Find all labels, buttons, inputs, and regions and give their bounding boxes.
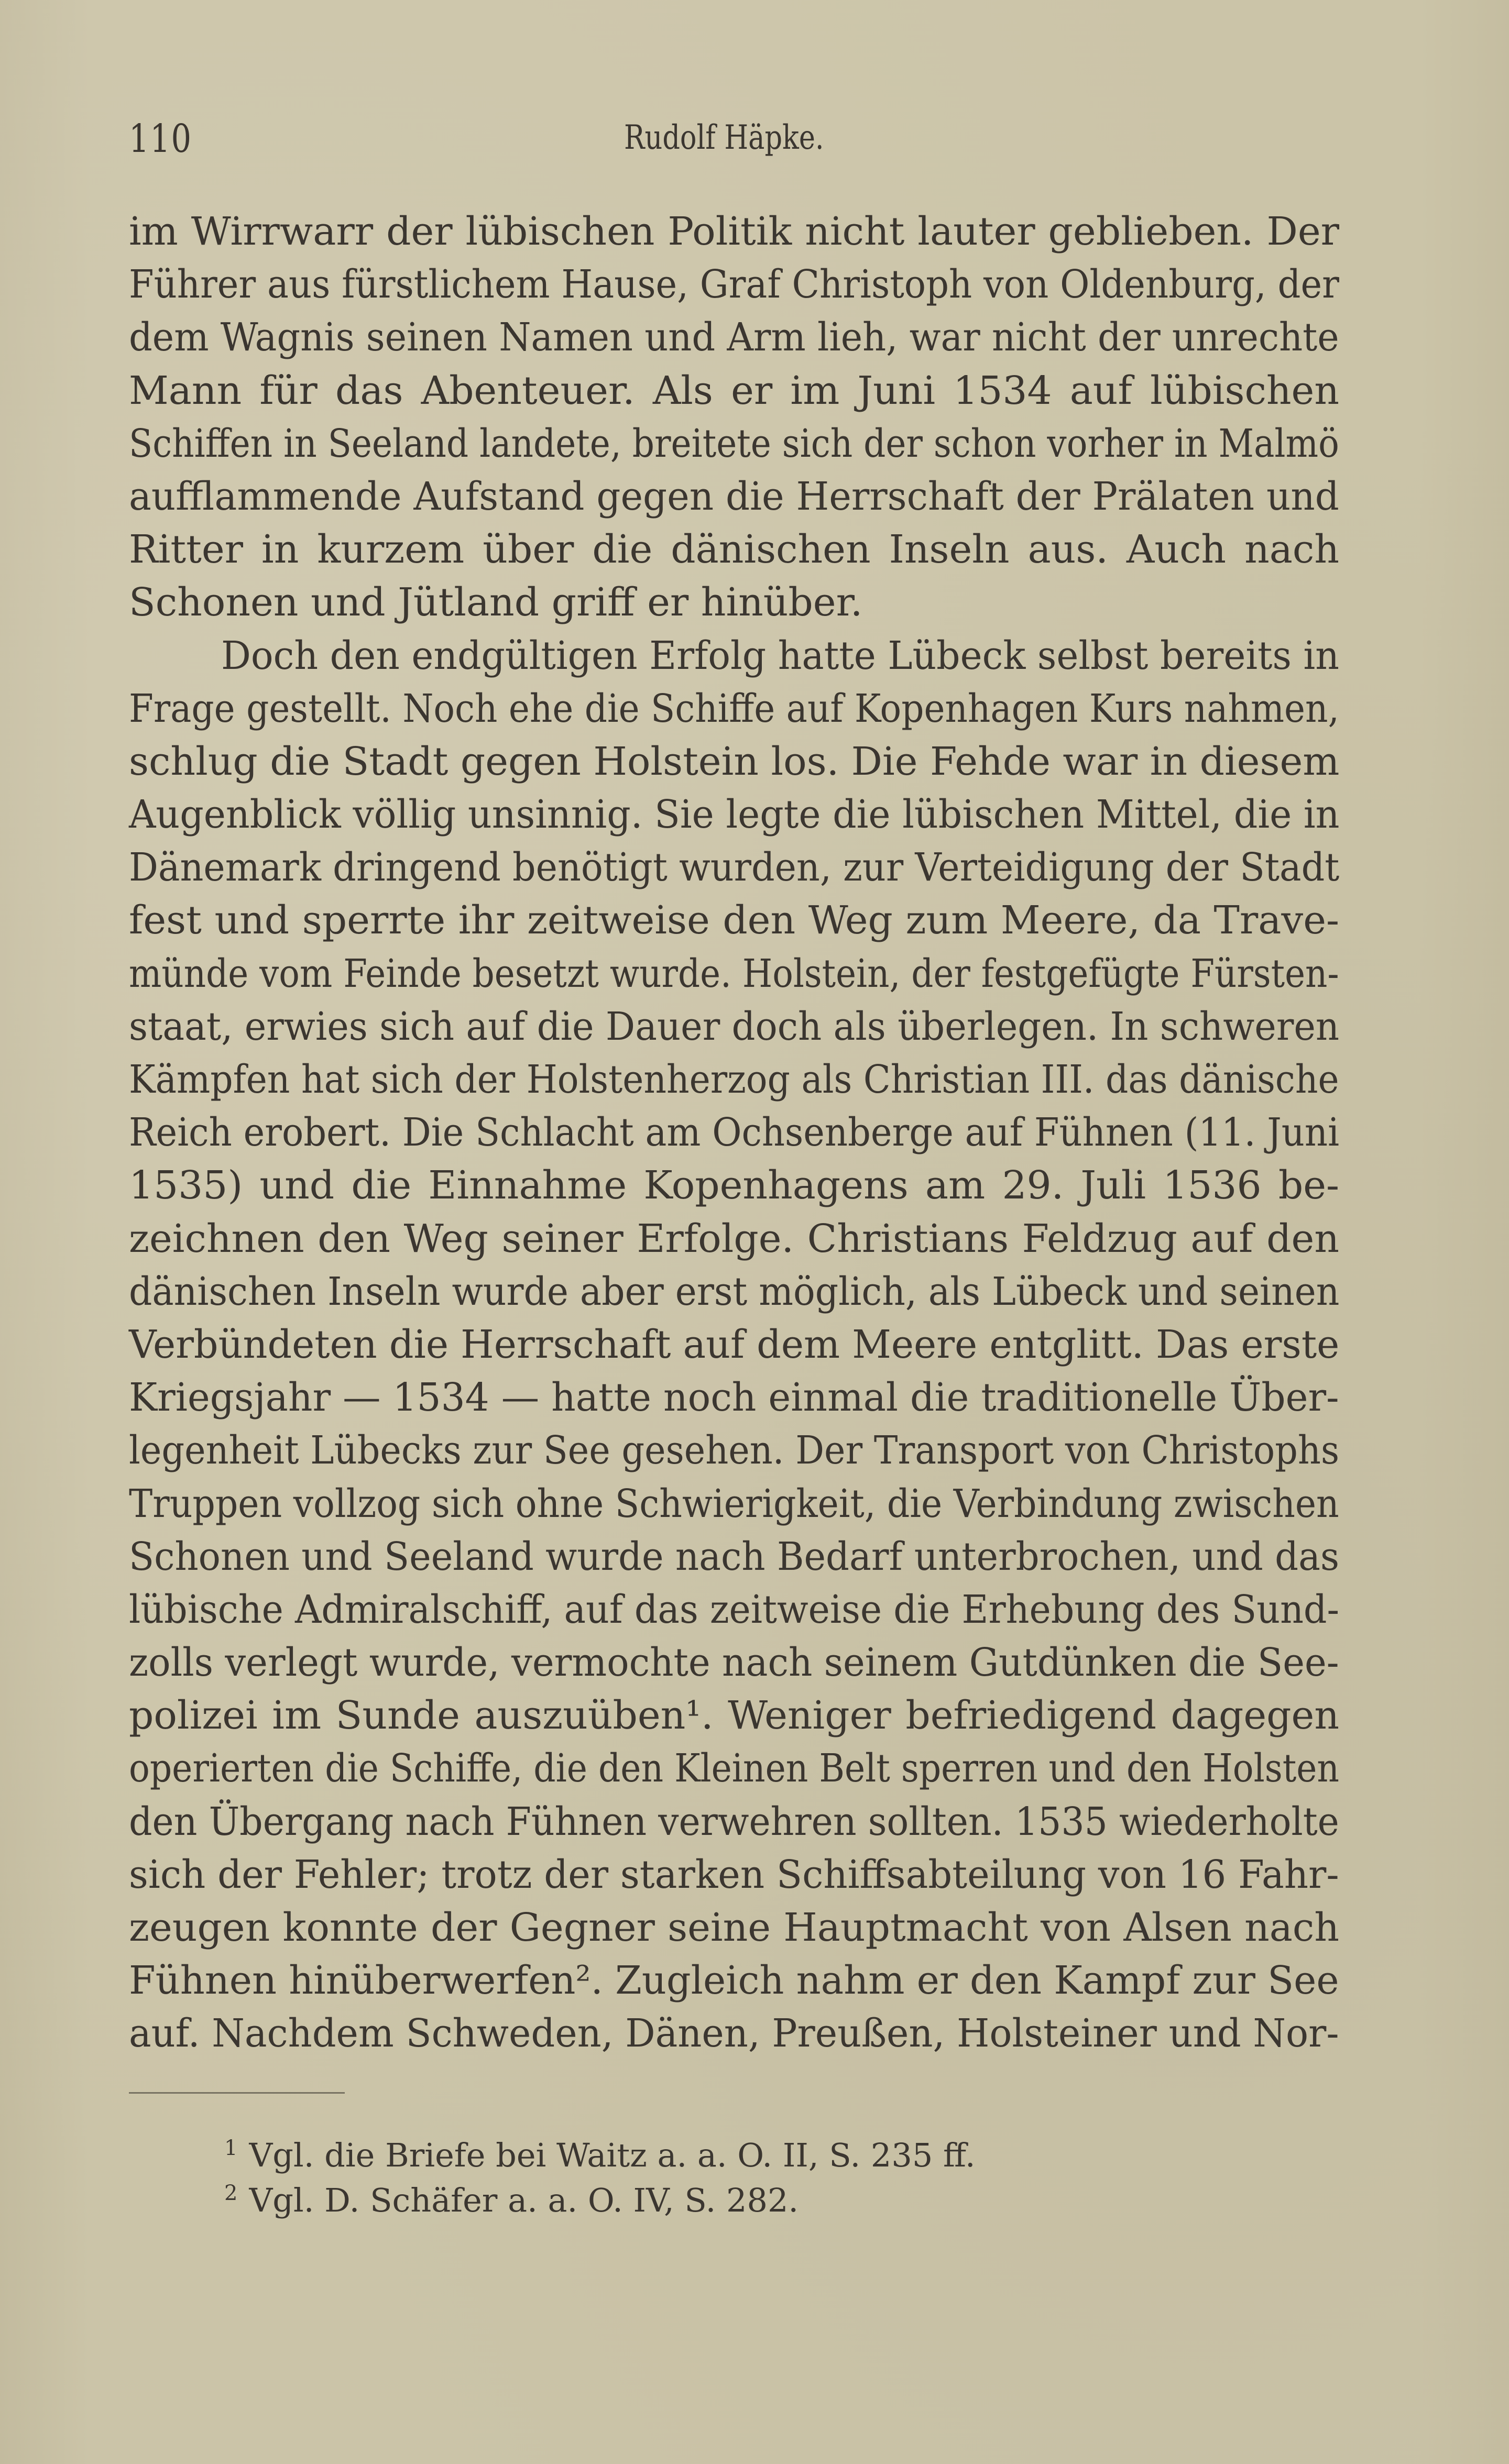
running-title: Rudolf Häpke. (624, 118, 824, 157)
footnote-text: Vgl. D. Schäfer a. a. O. IV, S. 282. (249, 2181, 799, 2219)
text-line: zeichnen den Weg seiner Erfolge. Christians Feldzug auf den (129, 1216, 1339, 1261)
text-line: Kriegsjahr — 1534 — hatte noch einmal die traditionelle Über- (129, 1375, 1339, 1421)
footnote-2 (224, 2171, 1272, 2219)
text-line: lübische Admiralschiff, auf das zeitweise die Erhebung des Sund- (129, 1587, 1340, 1632)
text-line: legenheit Lübecks zur See gesehen. Der Transport von Christophs (129, 1428, 1340, 1473)
text-line: fest und sperrte ihr zeitweise den Weg zum Meere, da Trave- (129, 898, 1339, 943)
footnote-marker: 2 (224, 2181, 238, 2205)
text-line: auf. Nachdem Schweden, Dänen, Preußen, Holsteiner und Nor- (129, 2011, 1339, 2056)
text-line: sich der Fehler; trotz der starken Schiffsabteilung von 16 Fahr- (129, 1852, 1339, 1897)
text-line: münde vom Feinde besetzt wurde. Holstein, der festgefügte Fürsten- (129, 951, 1339, 996)
text-line: polizei im Sunde auszuüben¹. Weniger befriedigend dagegen (129, 1693, 1339, 1739)
text-line-paragraph-end: Schonen und Jütland griff er hinüber. (129, 580, 863, 625)
text-line: staat, erwies sich auf die Dauer doch als überlegen. In schweren (129, 1004, 1340, 1049)
text-line: operierten die Schiffe, die den Kleinen Belt sperren und den Holsten (129, 1746, 1340, 1791)
running-head (129, 116, 1339, 169)
text-line: Mann für das Abenteuer. Als er im Juni 1534 auf lübischen (129, 368, 1339, 413)
text-line: Ritter in kurzem über die dänischen Inseln aus. Auch nach (129, 527, 1339, 573)
footnote-marker: 1 (224, 2136, 238, 2160)
text-line: dem Wagnis seinen Namen und Arm lieh, war nicht der unrechte (129, 315, 1339, 360)
text-line: Führer aus fürstlichem Hause, Graf Christoph von Oldenburg, der (129, 262, 1339, 307)
text-line: aufflammende Aufstand gegen die Herrschaft der Prälaten und (129, 474, 1339, 519)
body-text (129, 205, 1339, 2061)
text-line: schlug die Stadt gegen Holstein los. Die Fehde war in diesem (129, 739, 1340, 784)
text-line: dänischen Inseln wurde aber erst möglich, als Lübeck und seinen (129, 1269, 1340, 1314)
footnote-1 (224, 2126, 1272, 2174)
text-line: Schonen und Seeland wurde nach Bedarf unterbrochen, und das (129, 1534, 1340, 1579)
text-line: Frage gestellt. Noch ehe die Schiffe auf Kopenhagen Kurs nahmen, (129, 686, 1339, 731)
text-line: den Übergang nach Fühnen verwehren sollten. 1535 wiederholte (129, 1799, 1339, 1844)
text-line: Kämpfen hat sich der Holstenherzog als Christian III. das dänische (129, 1057, 1339, 1102)
text-line: Fühnen hinüberwerfen². Zugleich nahm er den Kampf zur See (129, 1958, 1339, 2004)
text-line: Augenblick völlig unsinnig. Sie legte die lübischen Mittel, die in (129, 792, 1340, 838)
text-line: zolls verlegt wurde, vermochte nach seinem Gutdünken die See- (129, 1640, 1339, 1686)
text-line: 1535) und die Einnahme Kopenhagens am 29. Juli 1536 be- (129, 1163, 1339, 1208)
footnotes (224, 2126, 1272, 2219)
text-line: Verbündeten die Herrschaft auf dem Meere entglitt. Das erste (129, 1322, 1340, 1367)
text-line: Schiffen in Seeland landete, breitete sich der schon vorher in Malmö (129, 421, 1339, 466)
footnote-text: Vgl. die Briefe bei Waitz a. a. O. II, S. 235 ff. (249, 2136, 976, 2174)
text-line-paragraph-start: Doch den endgültigen Erfolg hatte Lübeck selbst bereits in (221, 633, 1339, 678)
text-line: Truppen vollzog sich ohne Schwierigkeit, die Verbindung zwischen (129, 1481, 1339, 1526)
footnote-separator-rule (129, 2092, 345, 2094)
text-line: Dänemark dringend benötigt wurden, zur Verteidigung der Stadt (129, 845, 1340, 890)
text-line: zeugen konnte der Gegner seine Hauptmacht von Alsen nach (129, 1905, 1339, 1950)
page-number: 110 (129, 116, 192, 161)
text-line: im Wirrwarr der lübischen Politik nicht lauter geblieben. Der (129, 209, 1339, 254)
text-line: Reich erobert. Die Schlacht am Ochsenberge auf Fühnen (11. Juni (129, 1110, 1340, 1156)
